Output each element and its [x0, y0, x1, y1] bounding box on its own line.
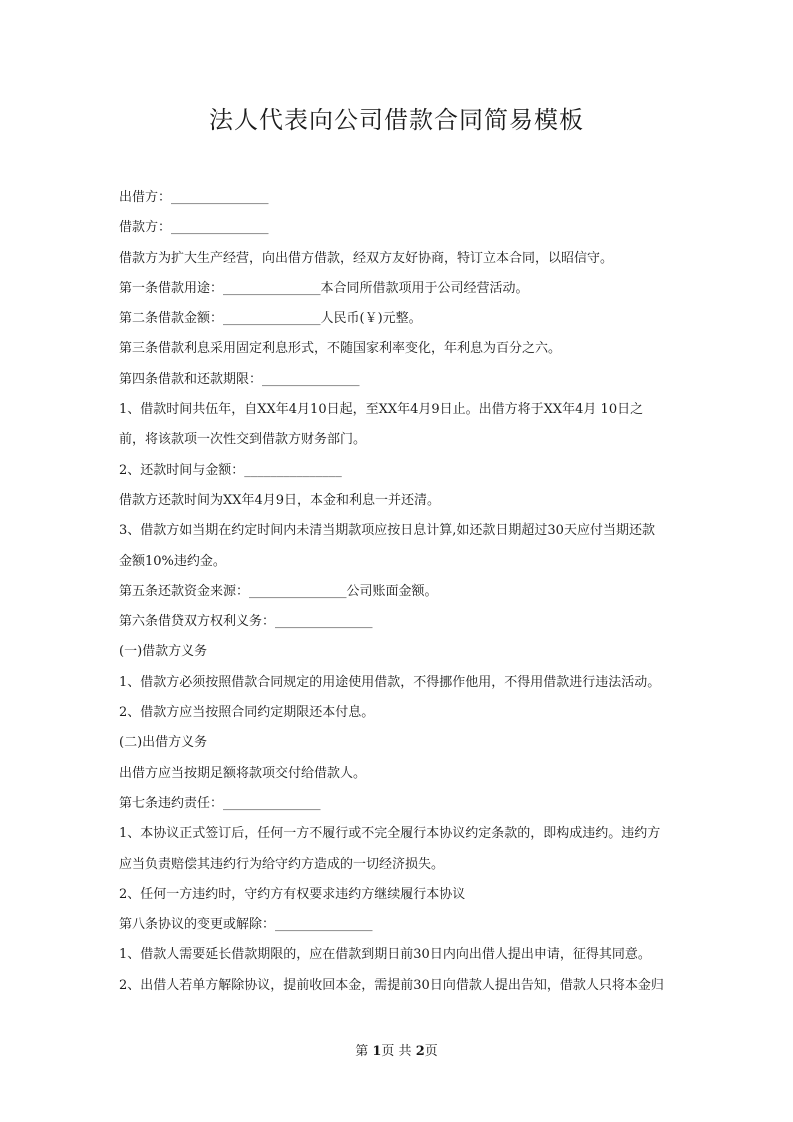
text-line: 1、借款人需要延长借款期限的，应在借款到期日前30日内向出借人提出申请，征得其同意。 — [119, 947, 651, 963]
text-line: 第五条还款资金来源：_______________公司账面金额。 — [119, 583, 438, 599]
text-line: 2、出借人若单方解除协议，提前收回本金，需提前30日向借款人提出告知，借款人只将本金归 — [119, 977, 664, 993]
text-line: 前，将该款项一次性交到借款方财务部门。 — [119, 432, 367, 448]
text-line: 1、借款时间共伍年，自XX年4月10日起，至XX年4月9日止。出借方将于XX年4月 10日之 — [119, 402, 644, 418]
text-line: 金额10%违约金。 — [119, 553, 226, 569]
footer-prefix: 第 — [355, 1044, 373, 1059]
text-line: 第二条借款金额：_______________人民币(￥)元整。 — [119, 311, 422, 327]
text-line: 第三条借款利息采用固定利息形式，不随国家利率变化，年利息为百分之六。 — [119, 341, 562, 357]
text-line: 借款方：_______________ — [119, 220, 269, 236]
document-body — [119, 183, 679, 1001]
text-line: 2、还款时间与金额：_______________ — [119, 462, 342, 478]
text-line: 出借方应当按期足额将款项交付给借款人。 — [119, 765, 367, 781]
text-line: 3、借款方如当期在约定时间内未清当期款项应按日息计算,如还款日期超过30天应付当期还款 — [119, 523, 655, 539]
footer-mid: 页 共 — [381, 1044, 416, 1059]
total-page-count: 2 — [415, 1044, 425, 1059]
text-line: 第七条违约责任：_______________ — [119, 795, 321, 811]
text-line: 1、本协议正式签订后，任何一方不履行或不完全履行本协议约定条款的，即构成违约。违约方 — [119, 826, 661, 842]
text-line: 应当负责赔偿其违约行为给守约方造成的一切经济损失。 — [119, 856, 445, 872]
text-line: 出借方：_______________ — [119, 190, 269, 205]
text-line: 第六条借贷双方权利义务：_______________ — [119, 614, 373, 630]
text-line: 2、借款方应当按照合同约定期限还本付息。 — [119, 705, 375, 721]
text-line: 第八条协议的变更或解除：_______________ — [119, 917, 373, 933]
current-page-number: 1 — [372, 1044, 382, 1059]
text-line: 2、任何一方违约时，守约方有权要求违约方继续履行本协议 — [119, 886, 466, 902]
page-footer — [0, 1040, 793, 1059]
footer-suffix: 页 — [424, 1044, 438, 1059]
text-line: (二)出借方义务 — [119, 735, 208, 751]
text-line: 借款方还款时间为XX年4月9日，本金和利息一并还清。 — [119, 492, 441, 508]
text-line: 借款方为扩大生产经营，向出借方借款，经双方友好协商，特订立本合同，以昭信守。 — [119, 250, 614, 266]
document-title: 法人代表向公司借款合同简易模板 — [209, 106, 584, 134]
text-line: 第一条借款用途：_______________本合同所借款项用于公司经营活动。 — [119, 280, 529, 296]
text-line: 第四条借款和还款期限：_______________ — [119, 371, 360, 387]
text-line: (一)借款方义务 — [119, 644, 208, 660]
text-line: 1、借款方必须按照借款合同规定的用途使用借款，不得挪作他用，不得用借款进行违法活动。 — [119, 674, 661, 690]
